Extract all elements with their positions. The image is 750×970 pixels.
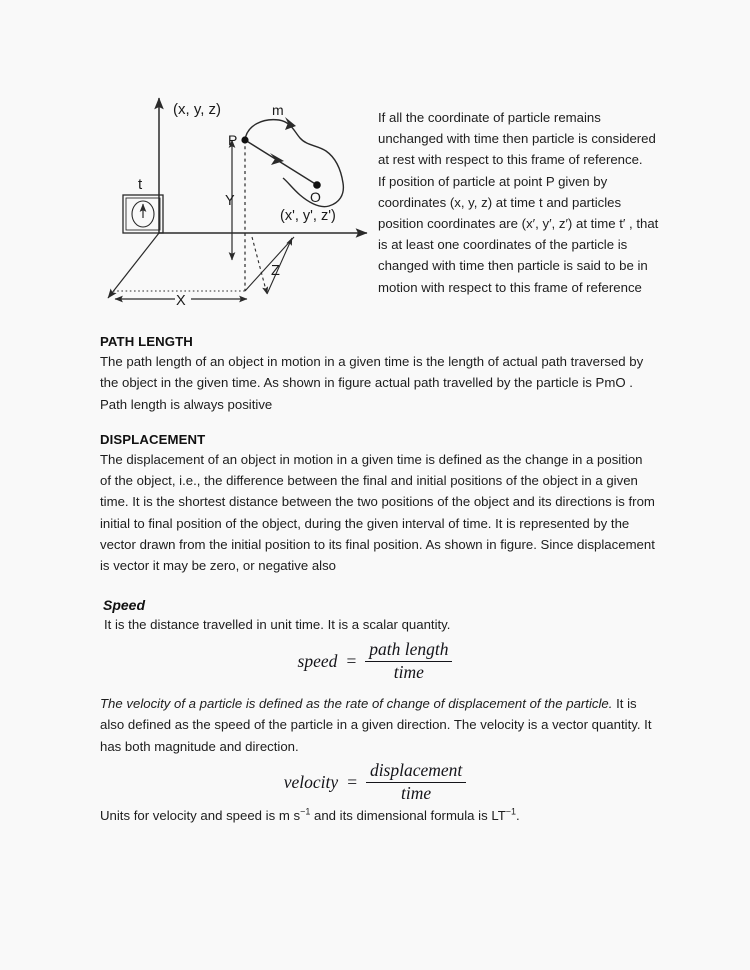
velocity-body-italic: The velocity of a particle is defined as the rate of change of displacement of the particle.	[100, 696, 613, 712]
speed-formula-equals: =	[345, 650, 358, 671]
figure-label-m: m	[272, 102, 284, 118]
speed-formula-denominator: time	[365, 661, 452, 683]
speed-body: It is the distance travelled in unit time. It is a scalar quantity.	[104, 616, 451, 632]
units-suffix: .	[516, 808, 520, 824]
velocity-formula-equals: =	[346, 771, 358, 792]
intro-paragraph-1: If all the coordinate of particle remains unchanged with time then particle is considered at rest with respect to this frame of reference.	[378, 110, 656, 168]
displacement-body: The displacement of an object in motion in a given time is defined as the change in a position of the object, i.e., the difference between the final and initial positions of the object in a given time. It is the shortest distance between the two positions of the object and its directions is from initial to final position of the object, during the given interval of time. It is represented by the vector drawn from the initial position to its final position. As shown in figure. Since displacement is vector it may be zero, or negative also	[100, 451, 655, 574]
velocity-formula	[100, 761, 656, 803]
velocity-body-rest: It is also defined as the speed of the particle in a given direction. The velocity is a vector quantity. It has both magnitude and direction.	[100, 696, 652, 754]
body-content-column	[100, 334, 656, 827]
velocity-formula-lhs: velocity	[283, 771, 339, 792]
units-line	[100, 805, 656, 826]
figure-label-xyz: (x, y, z)	[173, 101, 222, 118]
figure-label-x: X	[176, 293, 186, 309]
units-mid: and its dimensional formula is LT	[310, 808, 506, 824]
ground-plane-edge-right	[245, 237, 294, 291]
figure-label-t: t	[138, 176, 143, 193]
depth-axis-line	[108, 233, 159, 298]
frame-of-reference-figure	[95, 85, 385, 315]
spacer	[100, 577, 656, 597]
point-p-dot	[241, 136, 248, 143]
speed-heading: Speed	[103, 596, 146, 613]
curved-path-pmo	[245, 120, 343, 207]
displacement-line-po	[245, 140, 317, 185]
units-prefix: Units for velocity and speed is m s	[100, 808, 301, 824]
point-o-dot	[313, 181, 321, 189]
figure-label-z: Z	[271, 263, 280, 279]
spacer	[100, 415, 656, 432]
z-dashed-arrow	[252, 237, 267, 294]
path-length-heading: PATH LENGTH	[100, 334, 193, 349]
spacer	[100, 682, 656, 693]
speed-formula-numerator: path length	[369, 638, 449, 659]
speed-formula-fraction	[365, 640, 452, 682]
path-length-body: The path length of an object in motion in a given time is the length of actual path traversed by the object in the given time. As shown in figure actual path travelled by the particle is PmO . Path length is always positive	[100, 354, 644, 412]
figure-label-y: Y	[225, 193, 235, 209]
speed-formula	[100, 640, 656, 682]
velocity-body	[100, 693, 656, 757]
figure-label-p: P	[228, 132, 238, 148]
speed-formula-lhs: speed	[297, 650, 338, 671]
velocity-formula-numerator: displacement	[369, 760, 463, 781]
velocity-formula-denominator: time	[366, 782, 466, 804]
intro-text-block	[378, 107, 664, 298]
velocity-formula-fraction	[366, 761, 466, 803]
figure-svg	[95, 85, 385, 315]
figure-label-o-coords: (x', y', z')	[280, 208, 336, 224]
units-superscript-2: −1	[505, 806, 517, 817]
units-superscript-1: −1	[300, 806, 311, 817]
displacement-heading: DISPLACEMENT	[100, 431, 206, 447]
intro-paragraph-2: If position of particle at point P given by coordinates (x, y, z) at time t and particles position coordinates are (x′, y′, z′) at time t′ , that is at least one coordinates of the particle is changed with time then particle is said to be in motion with respect to this frame of reference	[378, 173, 659, 295]
figure-label-o: O	[310, 189, 321, 205]
